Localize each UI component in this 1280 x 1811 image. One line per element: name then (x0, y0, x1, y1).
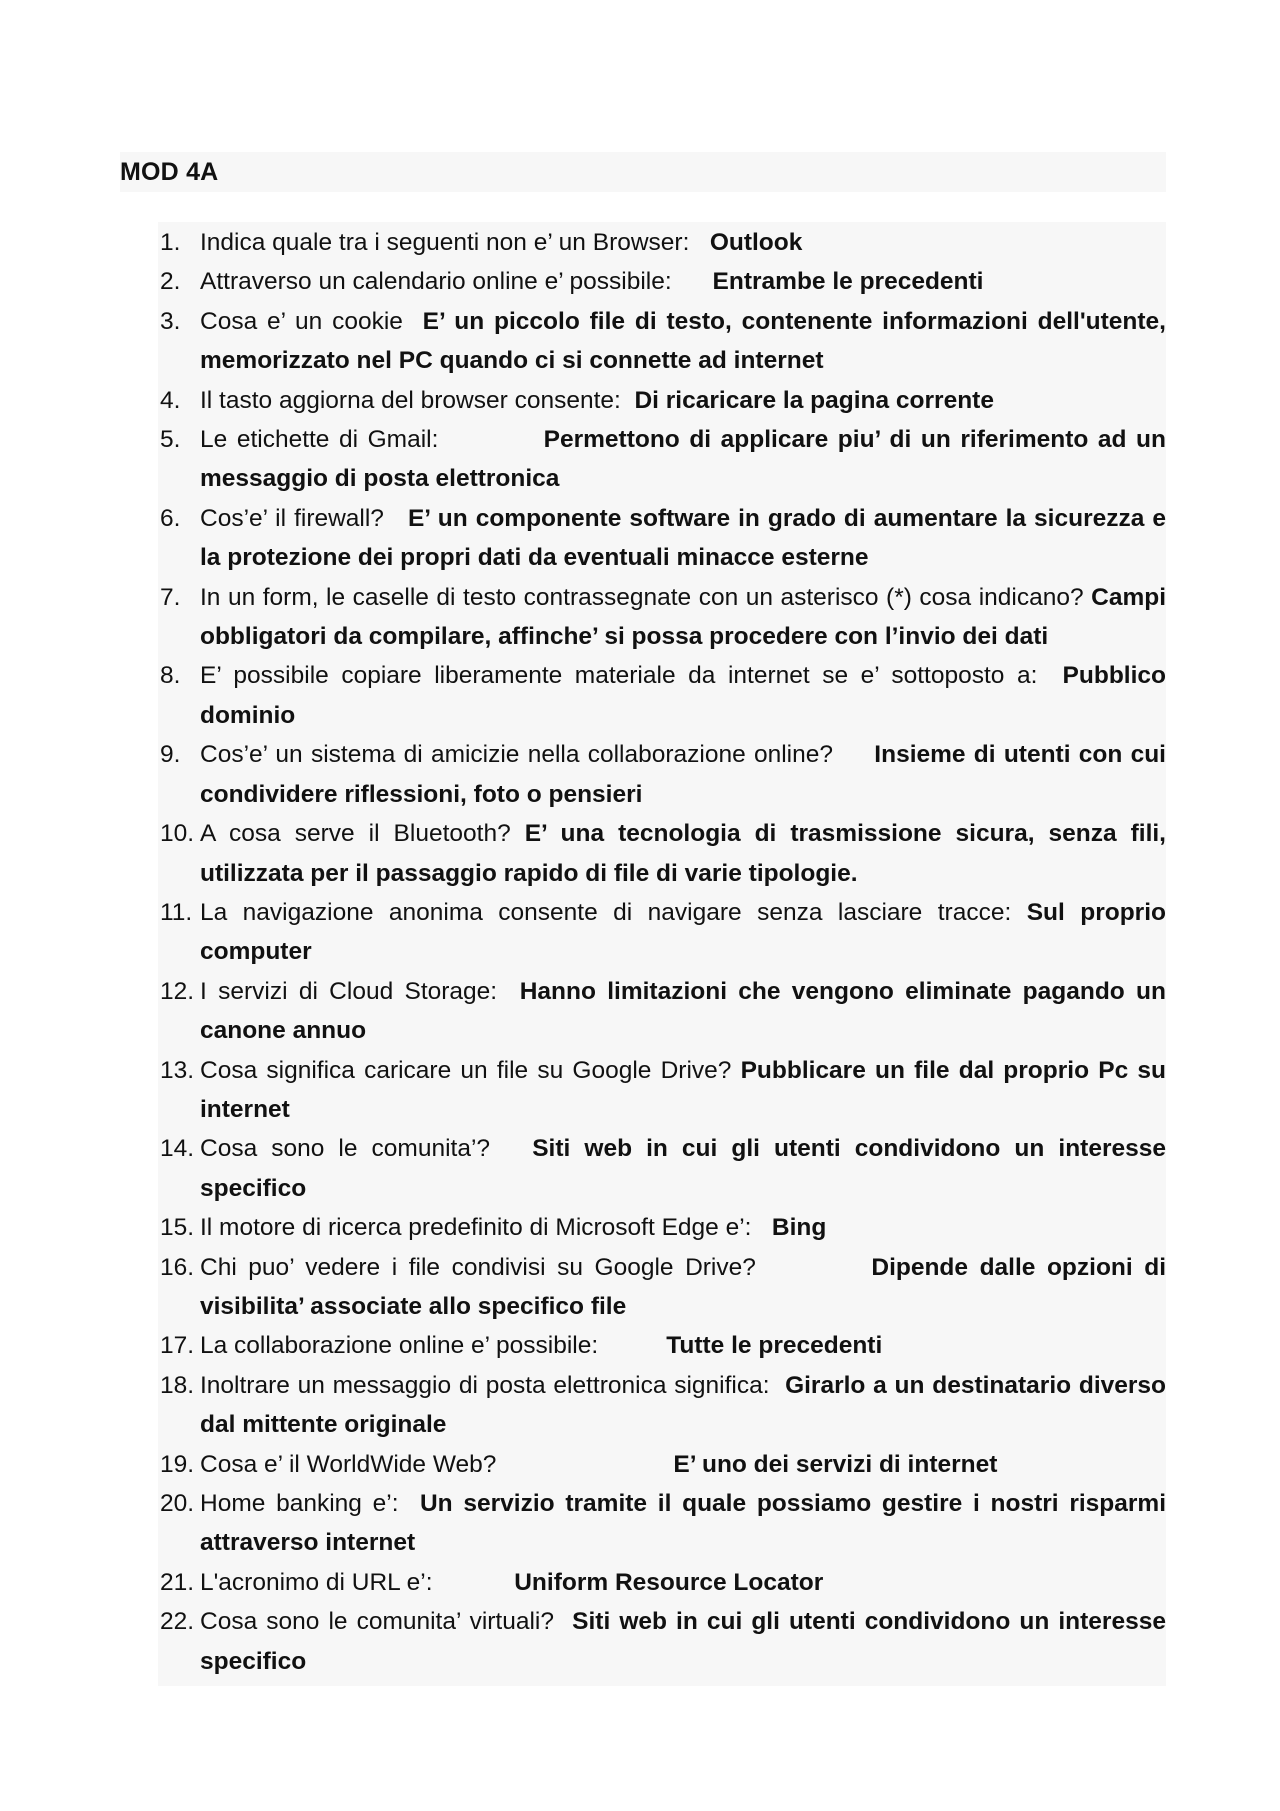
question-number: 2. (160, 268, 181, 296)
question-text: Inoltrare un messaggio di posta elettronica significa: (200, 1371, 770, 1399)
answer-text: E’ un piccolo file di testo, contenente informazioni dell'utente, memorizzato nel PC quando ci si connette ad internet (200, 307, 1166, 375)
question-text: Cosa significa caricare un file su Google Drive? (200, 1056, 732, 1084)
question-text: In un form, le caselle di testo contrassegnate con un asterisco (*) cosa indicano? (200, 583, 1084, 611)
question-number: 15. (160, 1214, 195, 1242)
answer-text: Girarlo a un destinatario diverso dal mittente originale (200, 1371, 1166, 1439)
question-number: 11. (160, 898, 193, 926)
question-number: 8. (160, 662, 181, 690)
question-number: 9. (160, 741, 181, 769)
question-item (158, 499, 1166, 578)
answer-text: Di ricaricare la pagina corrente (634, 386, 994, 414)
question-number: 4. (160, 386, 181, 414)
question-number: 20. (160, 1490, 195, 1517)
question-text: Cos’e’ un sistema di amicizie nella collaborazione online? (200, 741, 833, 769)
question-number: 13. (160, 1056, 195, 1084)
answer-text: Pubblico dominio (200, 662, 1166, 729)
question-list (158, 223, 1166, 1681)
question-item (158, 972, 1166, 1051)
question-item (158, 656, 1166, 735)
question-number: 7. (160, 583, 181, 611)
question-item (158, 735, 1166, 814)
question-text: Cosa sono le comunita’? (200, 1135, 491, 1163)
question-item (158, 1484, 1166, 1563)
question-text: Indica quale tra i seguenti non e’ un Browser: (200, 229, 690, 256)
question-text: Il motore di ricerca predefinito di Microsoft Edge e’: (200, 1214, 752, 1242)
question-item (158, 1208, 1166, 1247)
question-number: 21. (160, 1568, 195, 1596)
question-text: E’ possibile copiare liberamente materiale da internet se e’ sottoposto a: (200, 662, 1038, 690)
answer-text: Dipende dalle opzioni di visibilita’ associate allo specifico file (200, 1253, 1166, 1320)
page-title: MOD 4A (120, 157, 219, 186)
question-text: Cosa sono le comunita’ virtuali? (200, 1608, 555, 1636)
answer-text: Sul proprio computer (200, 898, 1166, 966)
answer-text: Uniform Resource Locator (514, 1568, 824, 1596)
question-item (158, 578, 1166, 657)
question-text: La navigazione anonima consente di navigare senza lasciare tracce: (200, 898, 1012, 926)
question-number: 22. (160, 1608, 195, 1636)
question-item (158, 223, 1166, 262)
question-text: Le etichette di Gmail: (200, 426, 439, 454)
answer-text: Hanno limitazioni che vengono eliminate pagando un canone annuo (200, 977, 1166, 1045)
question-number: 12. (160, 977, 195, 1005)
answer-text: Siti web in cui gli utenti condividono un interesse specifico (200, 1135, 1166, 1202)
answer-text: E’ uno dei servizi di internet (673, 1450, 998, 1478)
answer-text: Siti web in cui gli utenti condividono un interesse specifico (200, 1608, 1166, 1675)
question-item (158, 1051, 1166, 1130)
answer-text: Entrambe le precedenti (712, 268, 984, 296)
question-item (158, 1366, 1166, 1445)
question-number: 1. (160, 229, 181, 256)
question-number: 14. (160, 1135, 195, 1163)
question-text: I servizi di Cloud Storage: (200, 977, 498, 1005)
question-item (158, 893, 1166, 972)
answer-text: E’ un componente software in grado di aumentare la sicurezza e la protezione dei propri dati da eventuali minacce esterne (200, 504, 1166, 572)
question-text: Chi puo’ vedere i file condivisi su Google Drive? (200, 1253, 756, 1281)
question-item (158, 420, 1166, 499)
answer-text: Pubblicare un file dal proprio Pc su internet (200, 1056, 1166, 1123)
question-item (158, 1129, 1166, 1208)
question-text: A cosa serve il Bluetooth? (200, 820, 511, 848)
answer-text: Outlook (709, 229, 803, 256)
question-number: 17. (160, 1332, 195, 1360)
question-text: Il tasto aggiorna del browser consente: (200, 386, 621, 414)
question-item (158, 1602, 1166, 1681)
question-number: 6. (160, 504, 181, 532)
question-item (158, 302, 1166, 381)
answer-text: Un servizio tramite il quale possiamo gestire i nostri risparmi attraverso internet (200, 1490, 1166, 1557)
question-text: Home banking e’: (200, 1490, 399, 1517)
question-text: Cosa e’ il WorldWide Web? (200, 1450, 497, 1478)
answer-text: Campi obbligatori da compilare, affinche’ si possa procedere con l’invio dei dati (200, 583, 1167, 651)
answer-text: Permettono di applicare piu’ di un riferimento ad un messaggio di posta elettronica (200, 426, 1166, 493)
question-text: La collaborazione online e’ possibile: (200, 1332, 599, 1360)
question-text: Attraverso un calendario online e’ possibile: (200, 268, 672, 296)
answer-text: Bing (771, 1214, 827, 1242)
question-item (158, 1326, 1166, 1365)
title-band (120, 152, 1166, 192)
question-item (158, 1563, 1166, 1602)
question-item (158, 1248, 1166, 1327)
question-number: 18. (160, 1371, 195, 1399)
answer-text: Tutte le precedenti (666, 1332, 883, 1360)
question-item (158, 1445, 1166, 1484)
question-number: 5. (160, 426, 181, 454)
question-text: L'acronimo di URL e’: (200, 1568, 433, 1596)
question-item (158, 814, 1166, 893)
question-number: 19. (160, 1450, 195, 1478)
question-item (158, 381, 1166, 420)
answer-text: Insieme di utenti con cui condividere riflessioni, foto o pensieri (200, 741, 1166, 808)
question-number: 16. (160, 1253, 195, 1281)
question-item (158, 262, 1166, 301)
question-text: Cosa e’ un cookie (200, 307, 403, 335)
question-text: Cos’e’ il firewall? (200, 504, 384, 532)
question-number: 3. (160, 307, 181, 335)
question-number: 10. (160, 820, 195, 848)
answer-text: E’ una tecnologia di trasmissione sicura, senza fili, utilizzata per il passaggio rapido di file di varie tipologie. (200, 820, 1166, 887)
